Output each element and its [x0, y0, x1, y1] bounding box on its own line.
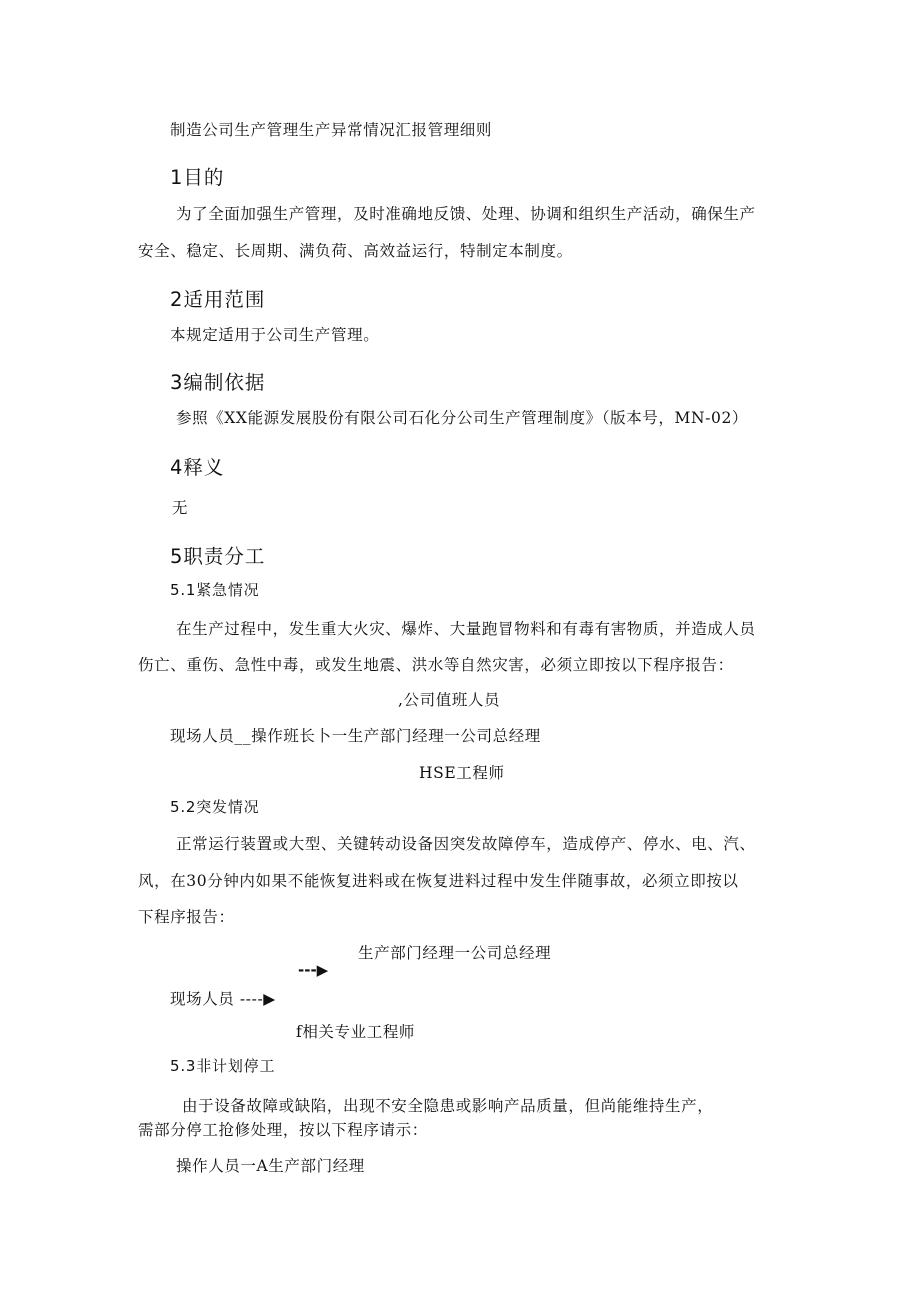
- section-5-2-heading: 5.2突发情况: [170, 798, 260, 816]
- section-5-2-paragraph-line-1: 正常运行装置或大型、关键转动设备因突发故障停车，造成停产、停水、电、汽、: [176, 835, 756, 853]
- section-5-3-paragraph-line-1: 由于设备故障或缺陷，出现不安全隐患或影响产品质量，但尚能维持生产，: [182, 1097, 714, 1115]
- flow-5-1-top-branch: ,公司值班人员: [398, 691, 501, 709]
- section-5-3-heading: 5.3非计划停工: [170, 1057, 276, 1075]
- flow-5-2-arrow-icon: ---▶: [298, 961, 329, 979]
- section-2-heading: 2适用范围: [170, 288, 266, 311]
- section-1-heading: 1目的: [170, 166, 225, 189]
- flow-5-1-main-chain: 现场人员__操作班长卜一生产部门经理一公司总经理: [170, 727, 541, 745]
- section-5-1-heading: 5.1紧急情况: [170, 581, 260, 599]
- section-5-3-paragraph-line-2: 需部分停工抢修处理，按以下程序请示：: [138, 1121, 428, 1139]
- section-3-heading: 3编制依据: [170, 371, 266, 394]
- section-1-paragraph-line-1: 为了全面加强生产管理，及时准确地反馈、处理、协调和组织生产活动，确保生产: [176, 205, 756, 223]
- flow-5-3-main-chain: 操作人员一A生产部门经理: [176, 1157, 365, 1175]
- section-1-paragraph-line-2: 安全、稳定、长周期、满负荷、高效益运行，特制定本制度。: [138, 242, 573, 260]
- flow-5-2-top-branch: 生产部门经理一公司总经理: [358, 944, 552, 962]
- section-5-2-paragraph-line-2: 风，在30分钟内如果不能恢复进料或在恢复进料过程中发生伴随事故，必须立即按以: [138, 872, 739, 890]
- section-4-heading: 4释义: [170, 456, 225, 479]
- section-5-1-paragraph-line-2: 伤亡、重伤、急性中毒，或发生地震、洪水等自然灾害，必须立即按以下程序报告：: [138, 656, 734, 674]
- doc-title: 制造公司生产管理生产异常情况汇报管理细则: [170, 121, 493, 139]
- flow-5-2-bottom-branch: f相关专业工程师: [296, 1023, 416, 1041]
- flow-5-1-bottom-branch: HSE工程师: [419, 764, 505, 782]
- section-3-paragraph: 参照《XX能源发展股份有限公司石化分公司生产管理制度》（版本号，MN-02）: [176, 409, 749, 427]
- section-5-1-paragraph-line-1: 在生产过程中，发生重大火灾、爆炸、大量跑冒物料和有毒有害物质，并造成人员: [176, 620, 756, 638]
- section-5-2-paragraph-line-3: 下程序报告：: [138, 908, 235, 926]
- section-5-heading: 5职责分工: [170, 545, 266, 568]
- section-2-paragraph: 本规定适用于公司生产管理。: [170, 326, 380, 344]
- section-4-paragraph: 无: [172, 499, 189, 517]
- flow-5-2-main-chain: 现场人员 ----▶: [170, 990, 276, 1008]
